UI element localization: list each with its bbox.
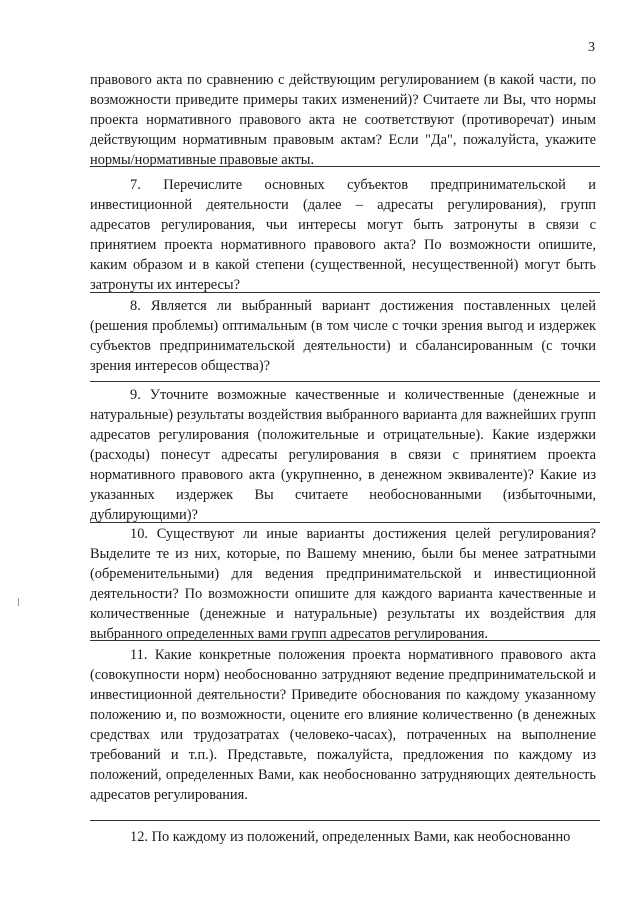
- question-11: 11. Какие конкретные положения проекта нормативного правового акта (совокупности норм) необоснованно затрудняют ведение предпринимательской и инвестиционной деятельности? Приведите обоснования по каждому указанному положению и, по возможности, оцените его влияние количественно (в денежных средствах или трудозатратах (человеко-часах), потраченных на выполнение требований и т.п.). Представьте, пожалуйста, предложения по каждому из положений, определенных Вами, как необоснованно затрудняющих деятельность адресатов регулирования.: [90, 647, 596, 803]
- margin-mark: [18, 598, 19, 606]
- answer-line-8: [90, 381, 600, 382]
- page-number: 3: [588, 40, 595, 55]
- question-10: 10. Существуют ли иные варианты достижения целей регулирования? Выделите те из них, которые, по Вашему мнению, были бы менее затратными (обременительными) для ведения предпринимательской и инвестиционной деятельности? По возможности опишите для каждого варианта качественные и количественные (денежные и натуральные) результаты их воздействия для выбранного определенных вами групп адресатов регулирования.: [90, 526, 596, 642]
- question-9: 9. Уточните возможные качественные и количественные (денежные и натуральные) результаты воздействия выбранного варианта для важнейших групп адресатов регулирования (положительные и отрицательные). Какие издержки (расходы) понесут адресаты регулирования в связи с принятием проекта нормативного правового акта (укрупненно, в денежном эквиваленте)? Какие из указанных издержек Вы считаете необоснованными (избыточными, дублирующими)?: [90, 387, 596, 523]
- answer-line-10: [90, 640, 600, 641]
- answer-line-11: [90, 820, 600, 821]
- answer-line-7: [90, 292, 600, 293]
- answer-line-9: [90, 522, 600, 523]
- answer-line-6: [90, 166, 600, 167]
- question-8: 8. Является ли выбранный вариант достижения поставленных целей (решения проблемы) оптимальным (в том числе с точки зрения выгод и издержек субъектов предпринимательской деятельности) и сбалансированным (с точки зрения интересов общества)?: [90, 298, 596, 374]
- question-12: 12. По каждому из положений, определенных Вами, как необоснованно: [130, 829, 571, 845]
- paragraph-continuation: правового акта по сравнению с действующим регулированием (в какой части, по возможности приведите примеры таких изменений)? Считаете ли Вы, что нормы проекта нормативного правового акта не соответствуют (противоречат) иным действующим нормативным правовым актам? Если "Да", пожалуйста, укажите нормы/нормативные правовые акты.: [90, 72, 596, 168]
- question-7: 7. Перечислите основных субъектов предпринимательской и инвестиционной деятельности (далее – адресаты регулирования), групп адресатов регулирования, чьи интересы могут быть затронуты в связи с принятием проекта нормативного правового акта? По возможности опишите, каким образом и в какой степени (существенной, несущественной) могут быть затронуты их интересы?: [90, 177, 596, 293]
